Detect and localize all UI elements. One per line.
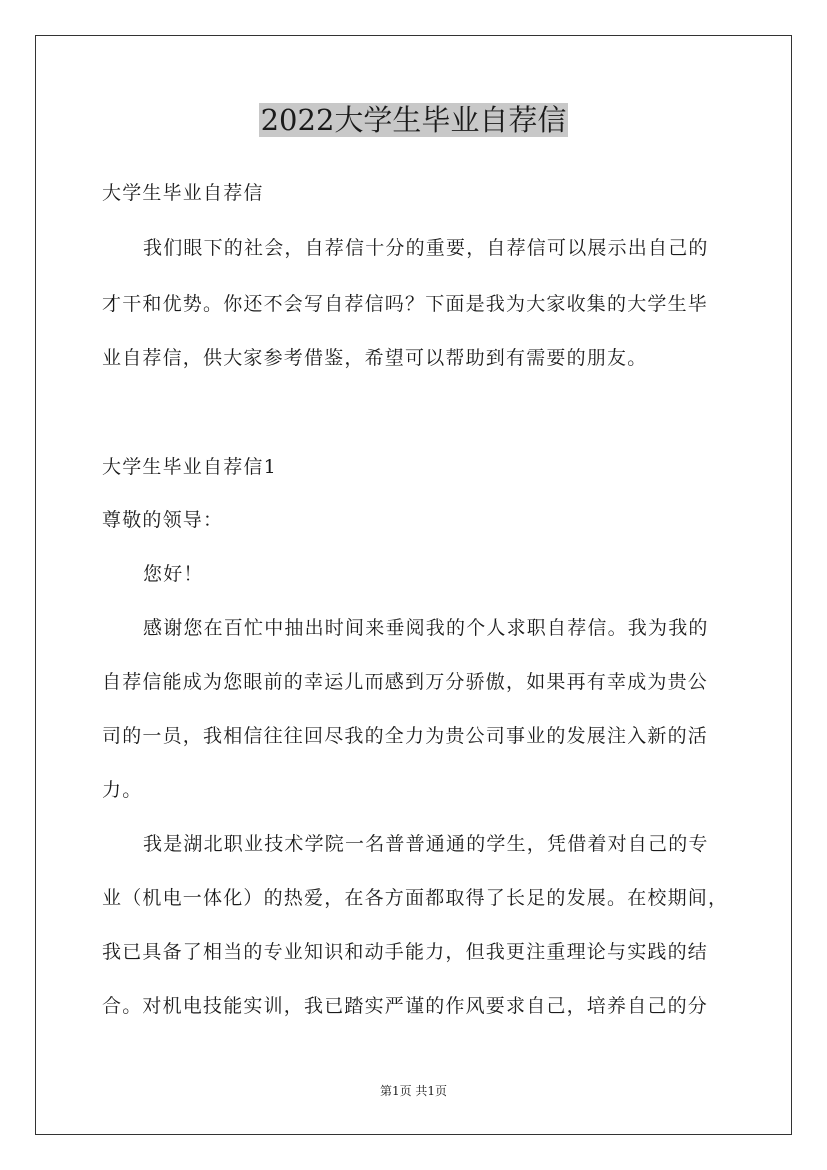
salutation: 尊敬的领导： [102, 509, 224, 531]
section-heading: 大学生毕业自荐信 [102, 182, 264, 204]
intro-paragraph-line: 我们眼下的社会，自荐信十分的重要，自荐信可以展示出自己的 [143, 237, 709, 259]
greeting: 您好！ [143, 563, 204, 585]
intro-paragraph-line: 业自荐信，供大家参考借鉴，希望可以帮助到有需要的朋友。 [102, 347, 648, 369]
intro-paragraph-line: 才干和优势。你还不会写自荐信吗？下面是我为大家收集的大学生毕 [102, 293, 709, 315]
body-paragraph-line: 感谢您在百忙中抽出时间来垂阅我的个人求职自荐信。我为我的 [143, 617, 709, 639]
body-paragraph-line: 合。对机电技能实训，我已踏实严谨的作风要求自己，培养自己的分 [102, 995, 709, 1017]
body-paragraph-line: 司的一员，我相信往往回尽我的全力为贵公司事业的发展注入新的活 [102, 725, 709, 747]
letter-heading: 大学生毕业自荐信1 [102, 456, 277, 478]
body-paragraph-line: 我是湖北职业技术学院一名普普通通的学生，凭借着对自己的专 [143, 833, 709, 855]
body-paragraph-line: 力。 [102, 779, 143, 801]
body-paragraph-line: 我已具备了相当的专业知识和动手能力，但我更注重理论与实践的结 [102, 941, 709, 963]
body-paragraph-line: 业（机电一体化）的热爱，在各方面都取得了长足的发展。在校期间， [102, 887, 729, 909]
document-title: 2022大学生毕业自荐信 [260, 103, 567, 137]
body-paragraph-line: 自荐信能成为您眼前的幸运儿而感到万分骄傲，如果再有幸成为贵公 [102, 671, 709, 693]
page-number-footer: 第1页 共1页 [379, 1084, 448, 1098]
